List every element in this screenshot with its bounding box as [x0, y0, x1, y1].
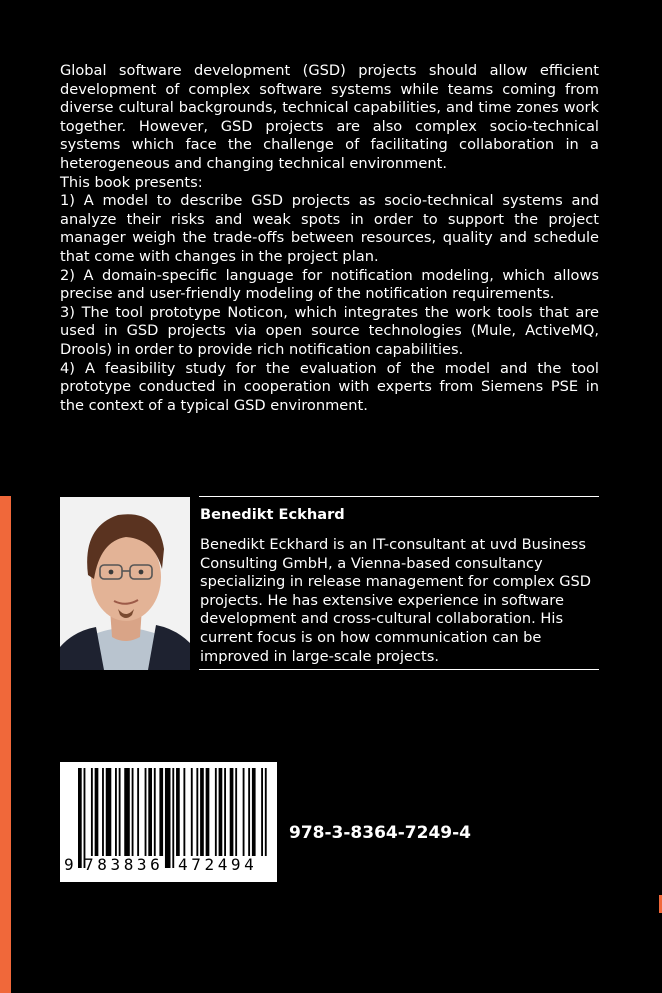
- barcode-digit-group: 9: [64, 855, 74, 874]
- barcode-bar: [115, 768, 117, 856]
- barcode-digit-group: 783836: [84, 855, 164, 874]
- barcode-digit-group: 472494: [178, 855, 258, 874]
- barcode-bar: [78, 768, 82, 868]
- barcode-bar: [235, 768, 237, 856]
- barcode-bar: [84, 768, 86, 868]
- barcode-bar: [165, 768, 171, 868]
- isbn-number: 978-3-8364-7249-4: [289, 823, 471, 843]
- barcode-bar: [124, 768, 130, 856]
- barcode-bar: [159, 768, 163, 856]
- author-portrait-illustration: [60, 497, 190, 670]
- barcode-bar: [261, 768, 263, 856]
- barcode-bar: [91, 768, 93, 856]
- author-top-rule: [199, 496, 599, 497]
- barcode-bar: [191, 768, 193, 856]
- author-bottom-rule: [199, 669, 599, 670]
- book-blurb: [60, 62, 599, 415]
- blurb-paragraph: 2) A domain-specific language for notification modeling, which allows precise and user-friendly modeling of the notification requirements.: [60, 266, 599, 303]
- barcode-bar: [106, 768, 112, 856]
- barcode-bar: [252, 768, 256, 856]
- barcode-bar: [145, 768, 147, 856]
- barcode-bar: [200, 768, 204, 856]
- barcode-bar: [132, 768, 134, 856]
- barcode-bar: [206, 768, 210, 856]
- author-bio: Benedikt Eckhard is an IT-consultant at uvd Business Consulting GmbH, a Vienna-based consultancy specializing in release management for complex GSD projects. He has extensive experience in software development and cross-cultural collaboration. His current focus is on how communication can be improved in large-scale projects.: [200, 536, 592, 665]
- barcode-bar: [102, 768, 104, 856]
- barcode-bar: [215, 768, 217, 856]
- barcode-bar: [154, 768, 156, 856]
- barcode-digits: [60, 855, 277, 877]
- author-photo: [60, 497, 190, 670]
- blurb-paragraph: 4) A feasibility study for the evaluation of the model and the tool prototype conducted in cooperation with experts from Siemens PSE in the context of a typical GSD environment.: [60, 359, 599, 414]
- barcode-bar: [119, 768, 121, 856]
- blurb-paragraph: 1) A model to describe GSD projects as socio-technical systems and analyze their risks and weak spots in order to support the project manager weigh the trade-offs between resources, quality and schedule that come with changes in the project plan.: [60, 192, 599, 265]
- barcode-bar: [137, 768, 139, 856]
- orange-accent-bar: [0, 496, 11, 993]
- barcode-bar: [183, 768, 185, 856]
- barcode-bar: [176, 768, 180, 856]
- barcode-bar: [95, 768, 99, 856]
- blurb-paragraph: Global software development (GSD) projects should allow efficient development of complex software systems while teams coming from diverse cultural backgrounds, technical capabilities, and time zones work together. However, GSD projects are also complex socio-technical systems which face the challenge of facilitating collaboration in a heterogeneous and changing technical environment.: [60, 62, 599, 172]
- barcode-bar: [243, 768, 245, 856]
- blurb-paragraph: 3) The tool prototype Noticon, which integrates the work tools that are used in GSD projects via open source technologies (Mule, ActiveMQ, Drools) in order to provide rich notification capabilities.: [60, 303, 599, 358]
- barcode-bar: [230, 768, 234, 856]
- barcode-bar: [219, 768, 223, 856]
- barcode-bar: [172, 768, 174, 868]
- blurb-paragraph: This book presents:: [60, 173, 203, 191]
- author-name: Benedikt Eckhard: [200, 506, 345, 523]
- barcode-bar: [224, 768, 226, 856]
- barcode: [60, 762, 277, 882]
- barcode-bar: [265, 768, 267, 856]
- barcode-bar: [248, 768, 250, 856]
- barcode-bar: [148, 768, 152, 856]
- barcode-bar: [196, 768, 198, 856]
